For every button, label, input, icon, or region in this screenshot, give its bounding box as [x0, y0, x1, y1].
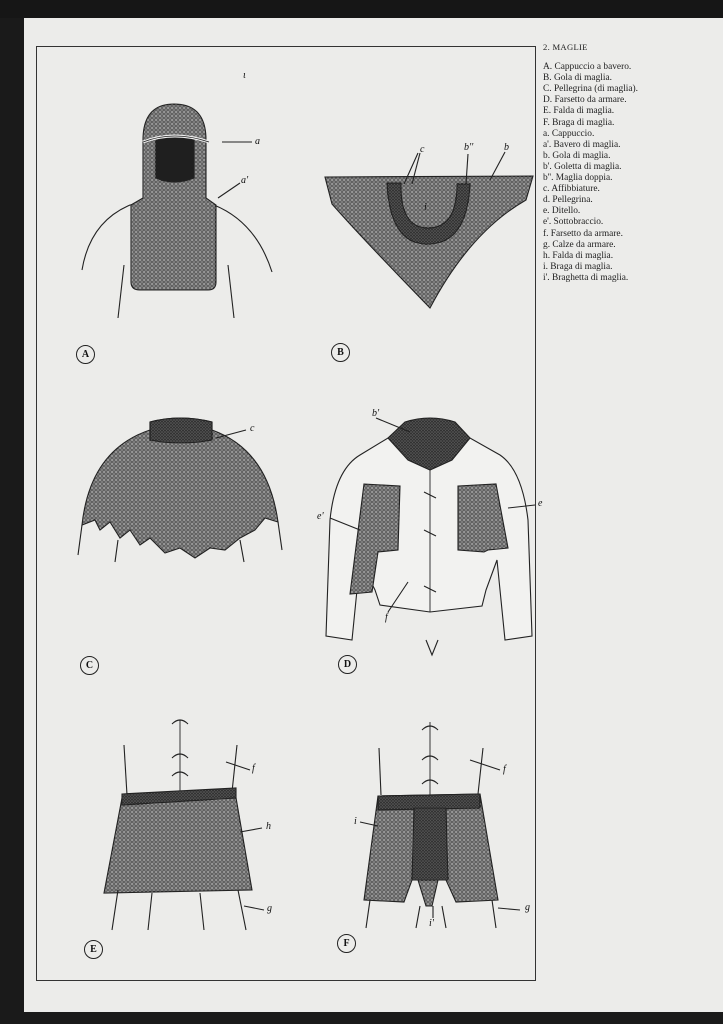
legend-item: d. Pellegrina. [543, 195, 593, 206]
callout-label: i' [429, 918, 434, 929]
figure-d-doublet [326, 418, 535, 655]
callout-label: i [354, 816, 357, 827]
callout-label: g [267, 903, 272, 914]
plate-label-c: C [80, 656, 99, 675]
legend-item: f. Farsetto da armare. [543, 228, 623, 239]
callout-label: a [255, 136, 260, 147]
plate-label-d: D [338, 655, 357, 674]
legend-item: a. Cappuccio. [543, 128, 595, 139]
legend-title: 2. MAGLIE [543, 42, 588, 52]
legend-item: e. Ditello. [543, 206, 581, 217]
callout-label: c [420, 144, 425, 155]
callout-label: i [424, 202, 427, 213]
plate-label-b: B [331, 343, 350, 362]
figure-e-skirt [104, 720, 264, 930]
figure-b-collar [325, 152, 533, 308]
callout-label: b [504, 142, 509, 153]
plate-label-e: E [84, 940, 103, 959]
callout-label: b' [372, 408, 380, 419]
legend-item: h. Falda di maglia. [543, 250, 614, 261]
callout-label: h [266, 821, 271, 832]
callout-label: f [252, 763, 255, 774]
callout-label: ι [243, 70, 246, 81]
legend-item: b. Gola di maglia. [543, 150, 611, 161]
callout-label: a' [241, 175, 249, 186]
legend-item: F. Braga di maglia. [543, 117, 615, 128]
legend-item: B. Gola di maglia. [543, 73, 612, 84]
legend-item: e'. Sottobraccio. [543, 217, 604, 228]
legend-item: A. Cappuccio a bavero. [543, 62, 632, 73]
legend-item: b'. Goletta di maglia. [543, 161, 622, 172]
legend-item: i'. Braghetta di maglia. [543, 272, 629, 283]
callout-label: f [503, 764, 506, 775]
legend-item: C. Pellegrina (di maglia). [543, 84, 639, 95]
legend-item: i. Braga di maglia. [543, 261, 613, 272]
legend-item: b''. Maglia doppia. [543, 173, 613, 184]
callout-label: b'' [464, 142, 474, 153]
plate-label-f: F [337, 934, 356, 953]
legend-item: c. Affibbiature. [543, 184, 600, 195]
legend-item: D. Farsetto da armare. [543, 95, 627, 106]
plate-label-a: A [76, 345, 95, 364]
figure-f-breeches [360, 722, 520, 928]
callout-label: c [250, 423, 255, 434]
legend-item: E. Falda di maglia. [543, 106, 615, 117]
figure-c-cape [78, 418, 282, 562]
figure-a-hood [82, 104, 272, 318]
callout-label: g [525, 902, 530, 913]
callout-label: f [385, 612, 388, 623]
legend-item: g. Calze da armare. [543, 239, 616, 250]
callout-label: e' [317, 511, 324, 522]
legend-item: a'. Bavero di maglia. [543, 139, 621, 150]
callout-label: e [538, 498, 543, 509]
